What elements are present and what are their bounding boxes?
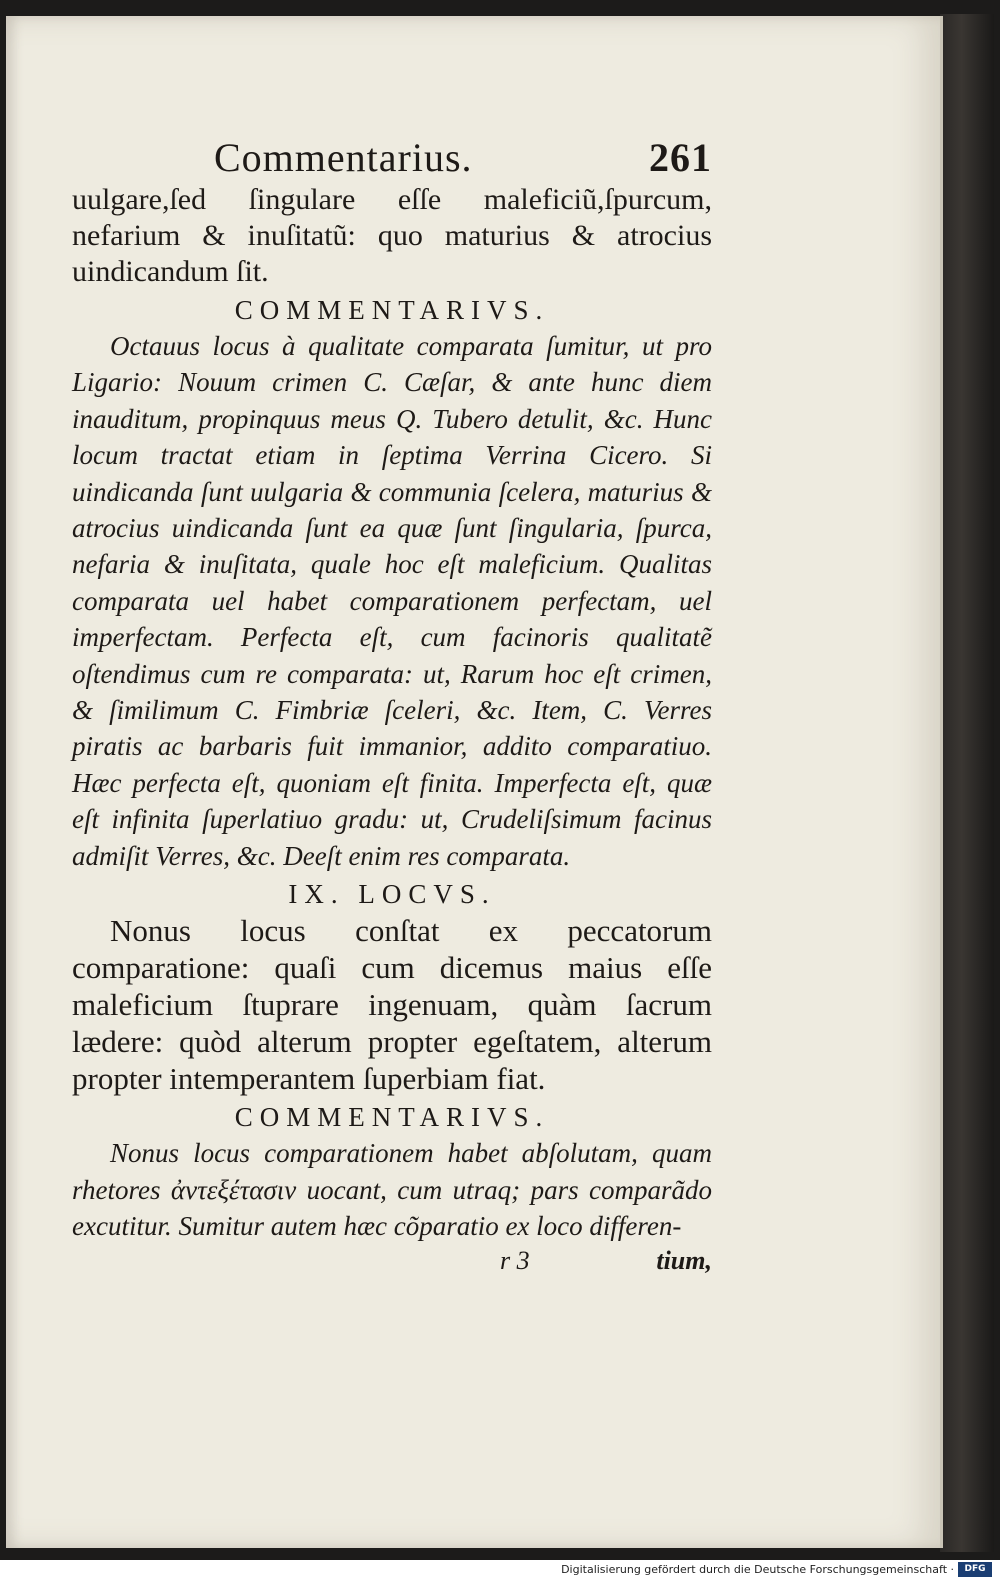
page-footer xyxy=(72,1246,712,1282)
book-spine xyxy=(940,14,994,1552)
locus-9-paragraph: Nonus locus conſtat ex peccatorum comparatione: quaſi cum dicemus maius eſſe maleficium ſtuprare ingenuam, quàm ſacrum lædere: quòd alterum propter egeſtatem, alterum propter intemperantem ſuperbiam fiat. xyxy=(72,913,712,1097)
text-block xyxy=(72,134,712,1282)
page-number: 261 xyxy=(649,135,712,180)
heading-locus-9: IX. LOCVS. xyxy=(288,879,496,910)
heading-commentarius-2: COMMENTARIVS. xyxy=(234,1102,550,1133)
digitization-credit: Digitalisierung gefördert durch die Deutsche Forschungsgemeinschaft · xyxy=(561,1563,954,1576)
running-head xyxy=(72,134,712,182)
catchword: tium, xyxy=(656,1246,712,1276)
heading-commentarius-1: COMMENTARIVS. xyxy=(234,295,550,325)
signature-mark: r 3 xyxy=(500,1246,530,1276)
commentary-paragraph-2: Nonus locus comparationem habet abſolutam, quam rhetores ἀντεξέτασιν uocant, cum utraq; pars comparãdo excutitur. Sumitur autem hæc cõparatio ex loco differen- xyxy=(72,1138,712,1241)
running-title: Commentarius. xyxy=(214,135,473,180)
paragraph-continuation: uulgare,ſed ſingulare eſſe maleficiũ,ſpurcum, nefarium & inuſitatũ: quo maturius & atrocius uindicandum ſit. xyxy=(72,183,712,288)
dfg-logo: DFG xyxy=(958,1562,992,1577)
commentary-paragraph-1: Octauus locus à qualitate comparata ſumitur, ut pro Ligario: Nouum crimen C. Cæſar, & ante hunc diem inauditum, propinquus meus Q. Tubero detulit, &c. Hunc locum tractat etiam in ſeptima Verrina Cicero. Si uindicanda ſunt uulgaria & communia ſcelera, maturius & atrocius uindicanda ſunt ea quæ ſunt ſingularia, ſpurca, nefaria & inuſitata, quale hoc eſt maleficium. Qualitas comparata uel habet comparationem perfectam, uel imperfectam. Perfecta eſt, cum facinoris qualitatẽ oſtendimus cum re comparata: ut, Rarum hoc eſt crimen, & ſimilimum C. Fimbriæ ſceleri, &c. Item, C. Verres piratis ac barbaris fuit immanior, addito comparatiuo. Hæc perfecta eſt, quoniam eſt finita. Imperfecta eſt, quæ eſt infinita ſuperlatiuo gradu: ut, Crudeliſsimum facinus admiſit Verres, &c. Deeſt enim res comparata. xyxy=(72,331,712,871)
